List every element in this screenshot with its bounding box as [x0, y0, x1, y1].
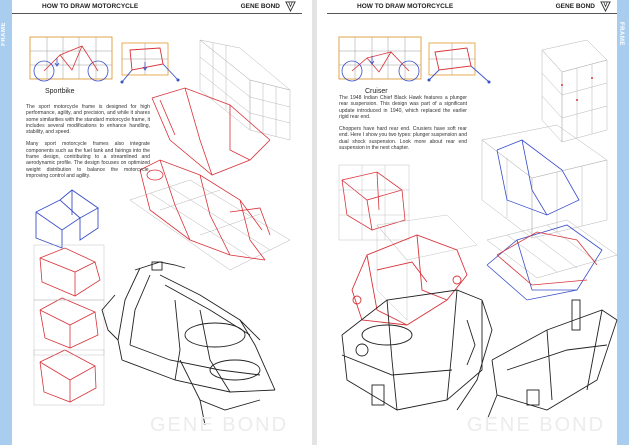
- sportbike-caption: Sportbike: [45, 88, 75, 95]
- blue-frame-sketch: [36, 190, 98, 248]
- header-author: GENE BOND: [555, 3, 595, 10]
- sportbike-schematic-diagram: [30, 37, 112, 81]
- detailed-plunger-frame-drawing: [487, 300, 617, 420]
- header-title: HOW TO DRAW MOTORCYCLE: [42, 3, 139, 10]
- frame-geometry-diagram: [121, 43, 180, 84]
- side-tab-label: FRAME: [618, 22, 624, 46]
- sportbike-illustrations: [0, 0, 312, 445]
- red-frame-detail: [140, 160, 270, 260]
- cruiser-schematic-diagram: [339, 37, 421, 81]
- detailed-sportbike-frame-drawing: [102, 262, 275, 425]
- red-frame-perspective: [342, 172, 405, 230]
- watermark: GENE BOND: [150, 414, 289, 436]
- red-overlay-frame: [497, 232, 597, 285]
- perspective-grid-middle: [482, 125, 607, 238]
- left-page: [0, 0, 312, 445]
- paragraph: Choppers have hard rear end. Crusiers have soft rear end. Here I show you two types: plunger suspension and dual shock suspension. Look more about rear end suspension in the next chapter.: [339, 126, 467, 152]
- paragraph: Many sport motorcycle frames also integrate components such as the fuel tank and fairings into the frame design, contributing to a streamlined and aerodynamic profile. The design focuses on optimized weight distribution to balance the motorcycle, improving control and agility.: [26, 141, 150, 179]
- right-page: [317, 0, 629, 445]
- detailed-cruiser-frame-drawing: [342, 290, 492, 410]
- header-title: HOW TO DRAW MOTORCYCLE: [357, 3, 454, 10]
- watermark: GENE BOND: [467, 414, 606, 436]
- sketch-guide-grids: [34, 245, 104, 405]
- sportbike-description: [26, 104, 150, 185]
- blue-frame-outline: [497, 140, 579, 215]
- red-cruiser-frame: [352, 235, 467, 325]
- cruiser-frame-geometry-diagram: [428, 43, 491, 84]
- paragraph: The sport motorcycle frame is designed for high performance, agility, and precision, and while it shares some similarities with the standard motorcycle frame, it includes several modifications to enhance handling, stability, and speed.: [26, 104, 150, 136]
- cruiser-caption: Cruiser: [365, 88, 388, 95]
- header-author: GENE BOND: [240, 3, 280, 10]
- red-frame-perspective: [152, 88, 270, 175]
- side-tab-label: FRAME: [1, 22, 7, 46]
- paragraph: The 1948 Indian Chief Black Hawk features a plunger rear suspension. This design was part of a significant update introduced in 1940, which replaced the earlier rigid rear end.: [339, 95, 467, 120]
- cruiser-illustrations: [317, 0, 629, 445]
- perspective-grid-upper: [200, 40, 290, 140]
- red-frame-sketches: [40, 248, 100, 402]
- perspective-grid-upper: [542, 40, 607, 142]
- cruiser-description: [339, 95, 467, 157]
